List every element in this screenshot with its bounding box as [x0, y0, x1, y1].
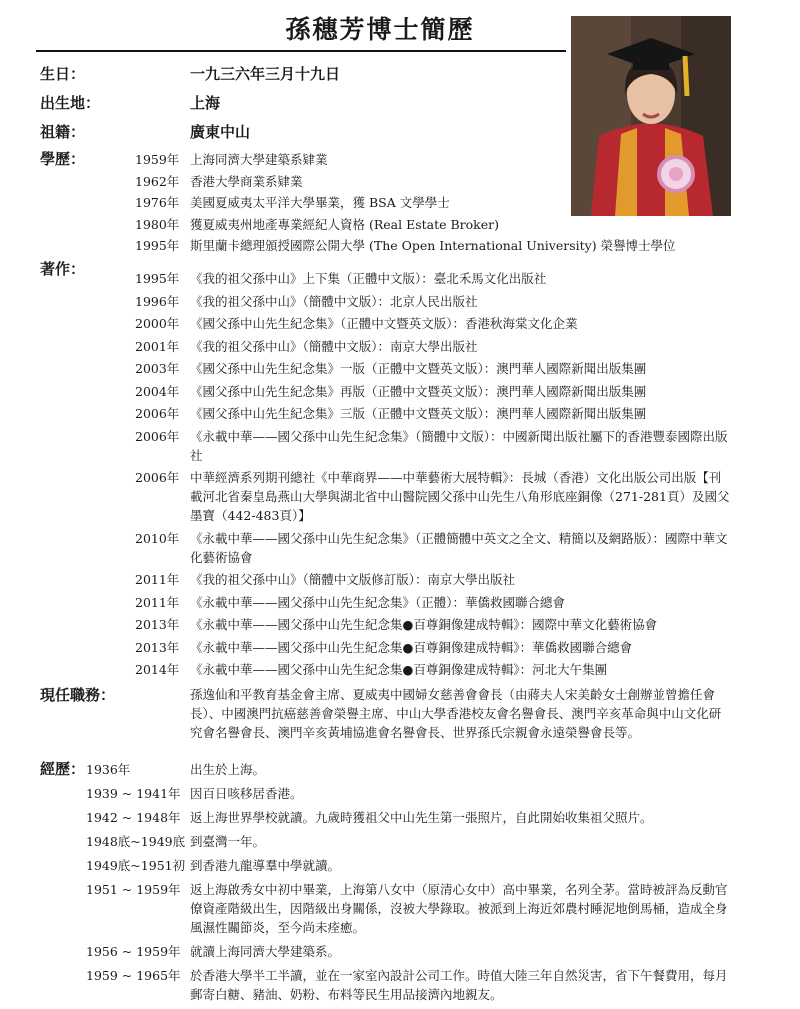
works-text: 《國父孫中山先生紀念集》（正體中文暨英文版）：香港秋海棠文化企業 — [190, 316, 578, 331]
portrait-photo — [571, 16, 731, 216]
experience-item — [86, 760, 736, 779]
works-year: 2004年 — [135, 383, 180, 399]
birthday-value: 一九三六年三月十九日 — [190, 65, 341, 83]
experience-text: 到香港九龍導羣中學就讀。 — [190, 858, 341, 873]
education-year: 1959年 — [135, 152, 180, 167]
works-text: 《我的祖父孫中山》（簡體中文版）：南京大學出版社 — [190, 338, 478, 354]
works-item — [135, 638, 735, 657]
education-item — [135, 172, 575, 191]
works-text: 《永載中華——國父孫中山先生紀念集●百尊銅像建成特輯》：河北大午集團 — [190, 662, 608, 677]
experience-item — [86, 880, 736, 937]
experience-item — [86, 856, 736, 875]
current-positions-text: 孫逸仙和平教育基金會主席、夏威夷中國婦女慈善會會長（由蔣夫人宋美齡女士創辦並曾擔任會長）、中國澳門抗癌慈善會榮譽主席、中山大學香港校友會名譽會長、澳門辛亥革命與中山文化研究會名譽會長、澳門辛亥黃埔協進會名譽會長、世界孫氏宗親會永遠榮譽會長等。 — [190, 687, 722, 740]
experience-year: 1951 ~ 1959年 — [86, 882, 181, 897]
works-text: 《永載中華——國父孫中山先生紀念集》（正體）：華僑救國聯合總會 — [190, 594, 566, 610]
works-text: 《我的祖父孫中山》（簡體中文版）：北京人民出版社 — [190, 293, 478, 309]
works-text: 《國父孫中山先生紀念集》三版（正體中文暨英文版）：澳門華人國際新聞出版集團 — [190, 406, 647, 421]
education-year: 1980年 — [135, 216, 180, 232]
experience-list — [86, 760, 736, 1009]
experience-text: 出生於上海。 — [190, 762, 266, 777]
works-text: 《國父孫中山先生紀念集》再版（正體中文暨英文版）：澳門華人國際新聞出版集團 — [190, 383, 647, 399]
works-item — [135, 615, 735, 634]
education-item — [135, 236, 676, 255]
works-year: 2011年 — [135, 594, 180, 610]
works-item — [135, 382, 735, 401]
experience-year: 1959 ~ 1965年 — [86, 968, 181, 983]
works-year: 2003年 — [135, 361, 180, 376]
education-item — [135, 193, 575, 212]
experience-text: 於香港大學半工半讀，並在一家室內設計公司工作。時值大陸三年自然災害，省下午餐費用，每月郵寄白糖、豬油、奶粉、布料等民生用品接濟內地親友。 — [190, 968, 728, 1002]
works-text: 《永載中華——國父孫中山先生紀念集》（正體簡體中英文之全文、精簡以及網路版）：國際中華文化藝術協會 — [190, 530, 728, 565]
experience-year: 1948底~1949底 — [86, 834, 186, 849]
birthplace-label: 出生地： — [40, 94, 101, 112]
education-year: 1976年 — [135, 195, 180, 210]
works-text: 《永載中華——國父孫中山先生紀念集●百尊銅像建成特輯》：國際中華文化藝術協會 — [190, 617, 658, 632]
experience-item — [86, 808, 736, 827]
works-text: 《永載中華——國父孫中山先生紀念集》（簡體中文版）：中國新聞出版社屬下的香港豐泰國際出版社 — [190, 428, 728, 463]
works-year: 2006年 — [135, 406, 180, 421]
works-year: 1995年 — [135, 271, 180, 286]
experience-text: 返上海啟秀女中初中畢業，上海第八女中（原清心女中）高中畢業，名列全茅。當時被評為反動官僚資產階級出生，因階級出身關係，沒被大學錄取。被派到上海近郊農村睡泥地倒馬桶，造成全身風濕性關節炎，至今尚未痊癒。 — [190, 882, 728, 935]
works-item — [135, 337, 735, 356]
works-item — [135, 292, 735, 311]
experience-item — [86, 832, 736, 851]
works-year: 2010年 — [135, 530, 180, 546]
education-list — [135, 150, 676, 258]
works-year: 2006年 — [135, 470, 180, 485]
works-item — [135, 468, 735, 525]
works-item — [135, 269, 735, 288]
current-positions-label: 現任職務： — [40, 686, 116, 704]
works-year: 2006年 — [135, 428, 180, 444]
works-item — [135, 570, 735, 589]
experience-item — [86, 966, 736, 1004]
works-item — [135, 314, 735, 333]
experience-year: 1949底~1951初 — [86, 858, 186, 873]
page-title: 孫穗芳博士簡歷 — [285, 15, 475, 44]
education-text: 獲夏威夷州地產專業經紀人資格 (Real Estate Broker) — [190, 216, 500, 232]
experience-year: 1942 ~ 1948年 — [86, 810, 181, 825]
ancestry-label: 祖籍： — [40, 123, 86, 141]
experience-item — [86, 784, 736, 803]
birthplace-value: 上海 — [190, 94, 221, 112]
works-text: 《我的祖父孫中山》（簡體中文版修訂版）：南京大學出版社 — [190, 572, 516, 587]
education-text: 斯里蘭卡總理頒授國際公開大學 (The Open International University) 榮譽博士學位 — [190, 238, 676, 253]
education-text: 香港大學商業系肄業 — [190, 173, 303, 189]
education-label: 學歷： — [40, 150, 86, 168]
education-year: 1962年 — [135, 173, 180, 189]
experience-text: 返上海世界學校就讀。九歲時獲祖父中山先生第一張照片，自此開始收集祖父照片。 — [190, 810, 653, 825]
birthday-label: 生日： — [40, 65, 86, 83]
experience-text: 就讀上海同濟大學建築系。 — [190, 944, 341, 959]
works-year: 2013年 — [135, 639, 180, 655]
works-text: 中華經濟系列期刊總社《中華商界——中華藝術大展特輯》：長城（香港）文化出版公司出版【刊載河北省秦皇島燕山大學與湖北省中山醫院國父孫中山先生八角形底座銅像（271-281頁）及國父墨寶（442-483頁）】 — [190, 470, 730, 523]
works-year: 1996年 — [135, 293, 180, 309]
works-item — [135, 359, 735, 378]
works-year: 2000年 — [135, 316, 180, 331]
experience-year: 1936年 — [86, 762, 131, 777]
works-item — [135, 660, 735, 679]
education-item — [135, 215, 575, 234]
works-year: 2014年 — [135, 662, 180, 677]
experience-year: 1956 ~ 1959年 — [86, 944, 181, 959]
works-item — [135, 593, 735, 612]
ancestry-value: 廣東中山 — [190, 123, 251, 141]
works-item — [135, 427, 735, 465]
education-text: 上海同濟大學建築系肄業 — [190, 152, 328, 167]
education-item — [135, 150, 575, 169]
works-year: 2013年 — [135, 617, 180, 632]
experience-label: 經歷： — [40, 760, 86, 778]
works-year: 2011年 — [135, 572, 180, 587]
experience-year: 1939 ~ 1941年 — [86, 786, 181, 801]
education-text: 美國夏威夷太平洋大學畢業，獲 BSA 文學學士 — [190, 195, 450, 210]
education-year: 1995年 — [135, 238, 180, 253]
works-list — [135, 269, 735, 683]
works-text: 《永載中華——國父孫中山先生紀念集●百尊銅像建成特輯》：華僑救國聯合總會 — [190, 639, 633, 655]
works-item — [135, 529, 735, 567]
title-divider — [36, 50, 566, 52]
works-label: 著作： — [40, 260, 86, 278]
works-text: 《國父孫中山先生紀念集》一版（正體中文暨英文版）：澳門華人國際新聞出版集團 — [190, 361, 647, 376]
works-item — [135, 404, 735, 423]
works-text: 《我的祖父孫中山》上下集（正體中文版）：臺北禾馬文化出版社 — [190, 271, 547, 286]
experience-text: 因百日咳移居香港。 — [190, 786, 303, 801]
experience-text: 到臺灣一年。 — [190, 834, 266, 849]
experience-item — [86, 942, 736, 961]
works-year: 2001年 — [135, 338, 180, 354]
